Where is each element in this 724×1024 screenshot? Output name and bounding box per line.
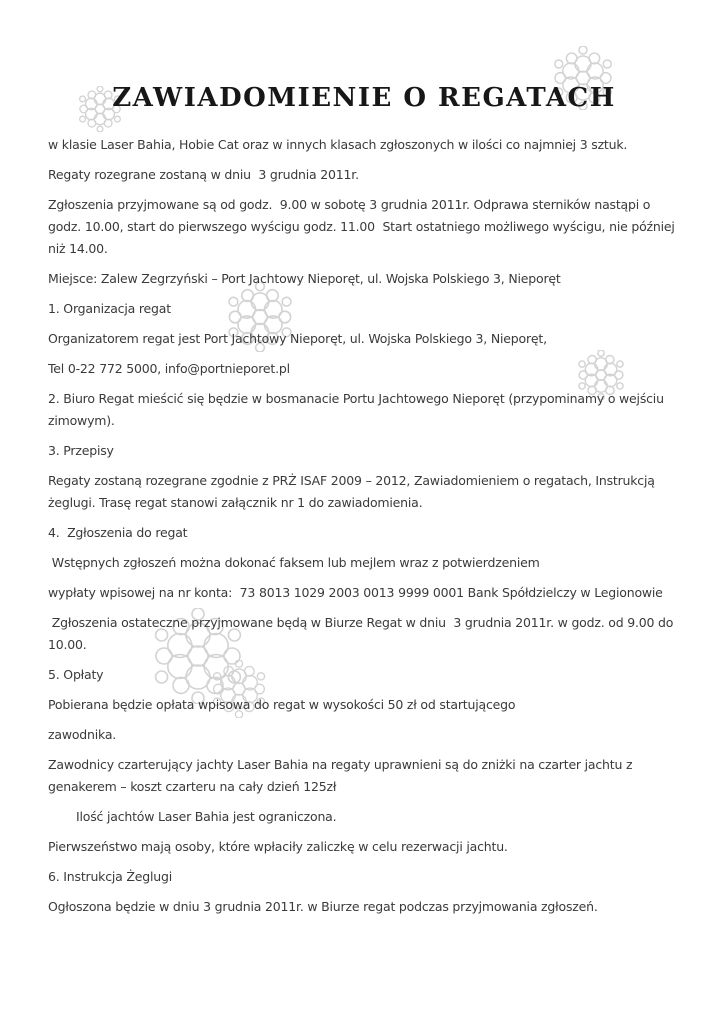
paragraph-schedule: Zgłoszenia przyjmowane są od godz. 9.00 w sobotę 3 grudnia 2011r. Odprawa sterników nastąpi o godz. 10.00, start do pierwszego wyścigu godz. 11.00 Start ostatniego możliwego wyścigu, nie później niż 14.00. xyxy=(48,197,679,256)
section-heading-przepisy: 3. Przepisy xyxy=(48,443,114,458)
paragraph-rules: Regaty zostaną rozegrane zgodnie z PRŻ ISAF 2009 – 2012, Zawiadomieniem o regatach, Instrukcją żeglugi. Trasę regat stanowi załącznik nr 1 do zawiadomienia. xyxy=(48,473,659,510)
section-heading-organizacja: 1. Organizacja regat xyxy=(48,301,171,316)
paragraph-final-entries: Zgłoszenia ostateczne przyjmowane będą w Biurze Regat w dniu 3 grudnia 2011r. w godz. od 9.00 do 10.00. xyxy=(48,615,677,652)
paragraph-entry-fee: Pobierana będzie opłata wpisowa do regat w wysokości 50 zł od startującego xyxy=(48,697,516,712)
document-content xyxy=(48,82,680,926)
paragraph-entry-fee-cont: zawodnika. xyxy=(48,727,117,742)
paragraph-location: Miejsce: Zalew Zegrzyński – Port Jachtowy Nieporęt, ul. Wojska Polskiego 3, Nieporęt xyxy=(48,271,561,286)
section-heading-oplaty: 5. Opłaty xyxy=(48,667,104,682)
paragraph-priority: Pierwszeństwo mają osoby, które wpłaciły zaliczkę w celu rezerwacji jachtu. xyxy=(48,839,508,854)
paragraph-organizer: Organizatorem regat jest Port Jachtowy Nieporęt, ul. Wojska Polskiego 3, Nieporęt, xyxy=(48,331,547,346)
document-title: ZAWIADOMIENIE O REGATACH xyxy=(112,83,616,113)
paragraph-charter: Zawodnicy czarterujący jachty Laser Bahia na regaty uprawnieni są do zniżki na czarter jachtu z genakerem – koszt czarteru na cały dzień 125zł xyxy=(48,757,637,794)
section-heading-zgloszenia: 4. Zgłoszenia do regat xyxy=(48,525,188,540)
paragraph-limited-yachts: Ilość jachtów Laser Bahia jest ograniczona. xyxy=(76,809,337,824)
paragraph-biuro-regat: 2. Biuro Regat mieścić się będzie w bosmanacie Portu Jachtowego Nieporęt (przypominamy o wejściu zimowym). xyxy=(48,391,668,428)
paragraph-date: Regaty rozegrane zostaną w dniu 3 grudnia 2011r. xyxy=(48,167,359,182)
paragraph-contact: Tel 0-22 772 5000, info@portnieporet.pl xyxy=(48,361,290,376)
section-heading-instrukcja: 6. Instrukcja Żeglugi xyxy=(48,869,172,884)
paragraph-bank-account: wypłaty wpisowej na nr konta: 73 8013 1029 2003 0013 9999 0001 Bank Spółdzielczy w Legionowie xyxy=(48,585,663,600)
paragraph-entry-method: Wstępnych zgłoszeń można dokonać faksem lub mejlem wraz z potwierdzeniem xyxy=(48,555,540,570)
paragraph-classes: w klasie Laser Bahia, Hobie Cat oraz w innych klasach zgłoszonych w ilości co najmniej 3 sztuk. xyxy=(48,137,628,152)
paragraph-instructions: Ogłoszona będzie w dniu 3 grudnia 2011r. w Biurze regat podczas przyjmowania zgłoszeń. xyxy=(48,899,598,914)
